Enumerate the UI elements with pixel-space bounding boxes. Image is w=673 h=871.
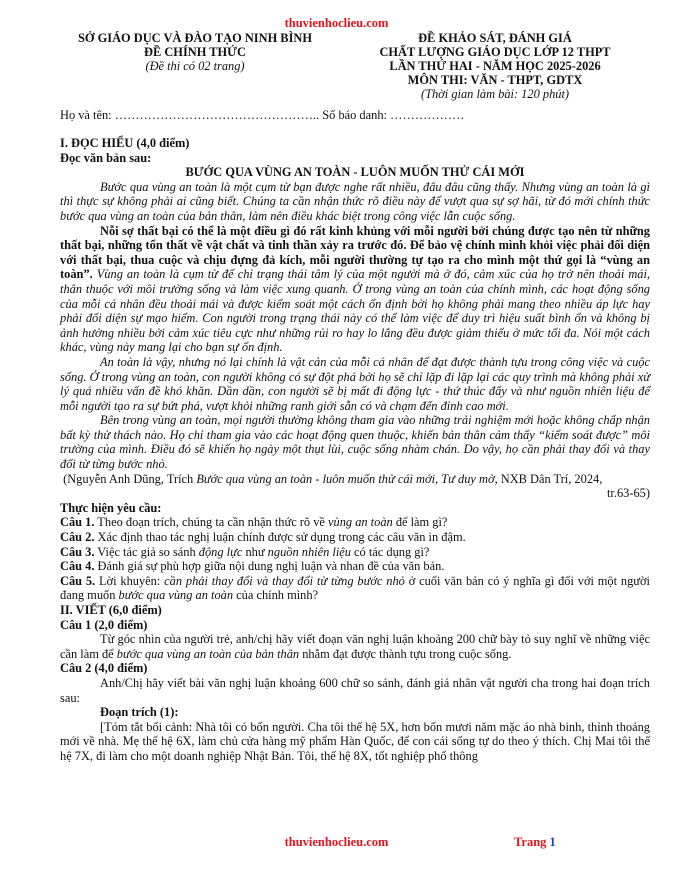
source-publisher: , NXB Dân Trí, 2024,	[494, 471, 603, 486]
question-5-text: Lời khuyên:	[95, 573, 165, 588]
source-work: Bước qua vùng an toàn - luôn muốn thử cái mới, Tư duy mở	[196, 471, 495, 486]
question-5-mid: ở cuối văn bản có ý nghĩa gì đối với một người đang muốn	[60, 573, 650, 603]
question-2-text: Xác định thao tác nghị luận chính được sử dụng trong các câu văn in đậm.	[94, 530, 466, 545]
writing-question-1-heading: Câu 1 (2,0 điểm)	[60, 617, 148, 632]
question-2-label: Câu 2.	[60, 530, 95, 545]
bold-sentences: Nỗi sợ thất bại có thể là một điều gì đó rất kinh khủng với mỗi người bởi chúng được tạo nên từ những thất bại, những tổn thất về vật chất và tinh thần xảy ra trước đó. Để bảo vệ chính mình khỏi việc phải đối diện với thất bại, thua cuộc và chịu đựng đả kích, mỗi người thường tự tạo ra cho mình một thứ gọi là “vùng an toàn”.	[60, 223, 650, 282]
exam-duration: (Thời gian làm bài: 120 phút)	[420, 87, 570, 101]
question-3-italic-1: động lực	[198, 544, 243, 559]
question-3-text: Việc tác giả so sánh	[94, 544, 199, 559]
writing-question-1-italic: bước qua vùng an toàn của bản thân	[116, 646, 300, 661]
exam-subject: MÔN THI: VĂN - THPT, GDTX	[407, 73, 583, 87]
site-watermark-top: thuvienhoclieu.com	[284, 16, 389, 30]
passage-source	[60, 472, 650, 487]
question-5	[60, 574, 650, 603]
question-3	[60, 545, 650, 560]
question-3-label: Câu 3.	[60, 544, 95, 559]
exam-title: ĐỀ KHẢO SÁT, ĐÁNH GIÁ	[418, 31, 572, 45]
page-count-note: (Đề thi có 02 trang)	[145, 59, 245, 73]
source-author: (Nguyễn Anh Dũng, Trích	[63, 471, 197, 486]
question-1-italic: vùng an toàn	[328, 515, 393, 530]
question-5-end: của chính mình?	[233, 588, 319, 603]
official-label: ĐỀ CHÍNH THỨC	[144, 45, 246, 59]
header-right	[345, 31, 645, 101]
question-5-italic-1: cần phải thay đổi và thay đổi từ từng bước nhỏ	[164, 573, 405, 588]
passage-title: BƯỚC QUA VÙNG AN TOÀN - LUÔN MUỐN THỬ CÁI MỚI	[185, 165, 525, 180]
writing-question-1-text: Từ góc nhìn của người trẻ, anh/chị hãy viết đoạn văn nghị luận khoảng 200 chữ bày tỏ suy nghĩ về những việc cần làm để	[60, 632, 650, 661]
section1-heading: I. ĐỌC HIỂU (4,0 điểm)	[60, 136, 190, 150]
reading-intro: Đọc văn bản sau:	[60, 150, 152, 165]
candidate-info-row: Họ và tên: ………………………………………….. Số báo danh: ………………	[60, 108, 465, 122]
site-watermark-bottom: thuvienhoclieu.com	[284, 835, 389, 849]
exam-subtitle: CHẤT LƯỢNG GIÁO DỤC LỚP 12 THPT	[379, 45, 611, 59]
section2-heading: II. VIẾT (6,0 điểm)	[60, 603, 162, 617]
paragraph-2-rest: Vùng an toàn là cụm từ để chỉ trạng thái tâm lý của một người mà ở đó, cảm xúc của họ trở nên thoải mái, thân thuộc với môi trường sống và làm việc xung quanh. Ở trong vùng an toàn của chính mình, các hoạt động sống của mỗi cá nhân đều thoải mái và được kiểm soát một cách ổn định bởi họ không phải mang theo nhiều áp lực hay phải đối diện sự mạo hiểm. Con người trong trạng thái này có thể làm việc để duy trì hiệu suất bình ổn và không bị ảnh hưởng nhiều bởi cảm xúc tiêu cực như những rủi ro hay lo lắng đều được giảm thiểu ở mức tối đa. Nói một cách khác, vùng này mang lại cho bạn sự ổn định.	[60, 267, 650, 355]
excerpt-1-text: [Tóm tắt bối cảnh: Nhà tôi có bốn người. Cha tôi thế hệ 5X, hơn bốn mươi năm mặc áo nhà binh, thỉnh thoảng mới về nhà. Mẹ thế hệ 6X, làm chủ cửa hàng mỹ phẩm Hàn Quốc, để con cái sống tự do theo ý thích. Chị Mai tôi thế hệ 7X, đi làm cho một doanh nghiệp Nhật Bản. Tôi, thế hệ 8X, tốt nghiệp phổ thông	[60, 719, 650, 763]
exam-content	[60, 136, 650, 764]
passage-paragraph-3: An toàn là vậy, nhưng nó lại chính là vật cản của mỗi cá nhân để đạt được thành tựu trong công việc và cuộc sống. Ở trong vùng an toàn, con người không có sự đột phá bởi họ sẽ chỉ lặp đi lặp lại các quy trình mà không phải xử lý quá nhiều vấn đề khó khăn. Dần dần, con người sẽ bị mất đi động lực - thứ thúc đẩy và như nguồn nhiên liệu để mỗi người tạo ra sự bứt phá, vượt khỏi những ranh giới sẵn có và chạm đến đỉnh cao mới.	[60, 354, 650, 413]
question-1-end: để làm gì?	[392, 515, 448, 530]
question-1-text: Theo đoạn trích, chúng ta cần nhận thức rõ về	[94, 515, 329, 530]
writing-question-1	[60, 632, 650, 661]
writing-question-2: Anh/Chị hãy viết bài văn nghị luận khoảng 600 chữ so sánh, đánh giá nhân vật người cha trong hai đoạn trích sau:	[60, 675, 650, 705]
writing-question-2-heading: Câu 2 (4,0 điểm)	[60, 661, 148, 676]
source-pages: tr.63-65)	[606, 486, 650, 501]
passage-paragraph-4: Bên trong vùng an toàn, mọi người thường không tham gia vào những trải nghiệm mới hoặc không chấp nhận bất kỳ thử thách nào. Họ chỉ tham gia vào các hoạt động quen thuộc, khiến bản thân cảm thấy “kiểm soát được” môi trường của mình. Điều đó sẽ khiến họ ngày một thụt lùi, cuộc sống nhàm chán. Do vậy, họ cần phải thay đổi và thay đổi từ từng bước nhỏ.	[60, 413, 650, 472]
page-label: Trang	[514, 835, 547, 849]
question-3-italic-2: nguồn nhiên liệu	[267, 544, 351, 559]
page-indicator	[514, 835, 556, 850]
question-3-end: có tác dụng gì?	[350, 544, 430, 559]
excerpt-1-heading: Đoạn trích (1):	[100, 705, 179, 720]
writing-question-1-end: nhằm đạt được thành tựu trong cuộc sống.	[299, 646, 512, 661]
question-4-text: Đánh giá sự phù hợp giữa nội dung nghị luận và nhan đề của văn bản.	[94, 559, 445, 574]
header-left	[60, 31, 330, 73]
question-1-label: Câu 1.	[60, 515, 95, 530]
passage-paragraph-1: Bước qua vùng an toàn là một cụm từ bạn được nghe rất nhiều, đâu đâu cũng thấy. Nhưng vùng an toàn là gì thì thực sự không phải ai cũng biết. Chúng ta cần nhận thức rõ điều này để vượt qua sự sợ hãi, từ đó mới chính thức bước qua vùng an toàn của bản thân, làm nên điều khác biệt trong công việc lẫn cuộc sống.	[60, 179, 650, 223]
question-5-label: Câu 5.	[60, 573, 96, 588]
department-name: SỞ GIÁO DỤC VÀ ĐÀO TẠO NINH BÌNH	[78, 31, 312, 45]
passage-paragraph-2	[60, 224, 650, 355]
page-number: 1	[549, 835, 556, 849]
requirements-heading: Thực hiện yêu cầu:	[60, 500, 162, 515]
question-1	[60, 515, 650, 530]
question-5-italic-2: bước qua vùng an toàn	[118, 588, 234, 603]
exam-round: LẦN THỨ HAI - NĂM HỌC 2025-2026	[389, 59, 601, 73]
question-3-mid: như	[242, 544, 268, 559]
question-2	[60, 530, 650, 545]
question-4-label: Câu 4.	[60, 559, 95, 574]
question-4	[60, 559, 650, 574]
